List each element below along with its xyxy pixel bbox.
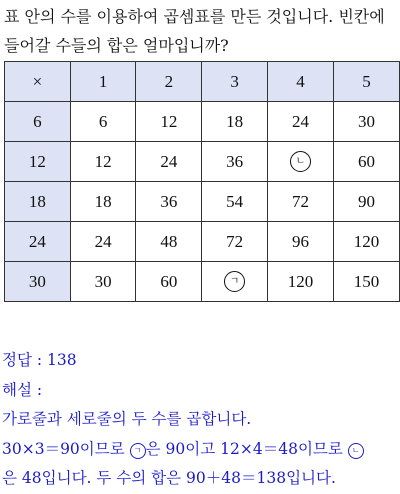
table-cell: 18 <box>70 182 136 222</box>
col-header: 1 <box>70 62 136 102</box>
table-cell: 96 <box>268 222 334 262</box>
table-cell: 24 <box>268 102 334 142</box>
col-header: 2 <box>136 62 202 102</box>
row-header: 18 <box>5 182 71 222</box>
corner-cell: × <box>5 62 71 102</box>
table-cell: 120 <box>334 222 400 262</box>
col-header: 3 <box>202 62 268 102</box>
table-cell: 48 <box>136 222 202 262</box>
answer-section <box>2 346 398 494</box>
explanation-line-2-part-2: 은 90이고 12×4＝48이므로 <box>145 439 348 458</box>
table-cell: 60 <box>136 262 202 302</box>
table-cell: 24 <box>70 222 136 262</box>
circled-a-marker: ㄱ <box>224 271 245 292</box>
explanation-line-1: 가로줄과 세로줄의 두 수를 곱합니다. <box>2 410 252 428</box>
explanation-line-3: 은 48입니다. 두 수의 합은 90＋48＝138입니다. <box>2 469 336 487</box>
question-text: 표 안의 수를 이용하여 곱셈표를 만든 것입니다. 빈칸에 들어갈 수들의 합은 얼마입니까? <box>4 7 385 55</box>
table-row <box>5 142 400 182</box>
table-cell: 12 <box>136 102 202 142</box>
table-cell: 18 <box>202 102 268 142</box>
table-header-row <box>5 62 400 102</box>
explanation-line-2 <box>2 435 398 465</box>
row-header: 24 <box>5 222 71 262</box>
table-cell: 72 <box>268 182 334 222</box>
col-header: 5 <box>334 62 400 102</box>
table-cell: 24 <box>136 142 202 182</box>
table-cell: 54 <box>202 182 268 222</box>
table-row <box>5 102 400 142</box>
table-cell: 60 <box>334 142 400 182</box>
table-cell: 36 <box>136 182 202 222</box>
circled-b-symbol: ㄴ <box>348 443 364 459</box>
table-cell: 6 <box>70 102 136 142</box>
row-header: 12 <box>5 142 71 182</box>
table-row <box>5 262 400 302</box>
table-row <box>5 182 400 222</box>
circled-a-symbol: ㄱ <box>130 443 146 459</box>
explanation-line-2-part-1: 30×3＝90이므로 <box>2 439 130 458</box>
table-cell: 30 <box>70 262 136 302</box>
multiplication-table <box>4 61 400 302</box>
col-header: 4 <box>268 62 334 102</box>
table-row <box>5 222 400 262</box>
table-cell: 36 <box>202 142 268 182</box>
circled-b-marker: ㄴ <box>290 151 311 172</box>
table-cell: 150 <box>334 262 400 302</box>
blank-cell-b <box>268 142 334 182</box>
explanation-label: 해설 : <box>2 380 43 399</box>
table-cell: 120 <box>268 262 334 302</box>
table-cell: 30 <box>334 102 400 142</box>
row-header: 30 <box>5 262 71 302</box>
table-cell: 72 <box>202 222 268 262</box>
table-cell: 12 <box>70 142 136 182</box>
table-cell: 90 <box>334 182 400 222</box>
answer-label: 정답 : 138 <box>2 351 77 369</box>
row-header: 6 <box>5 102 71 142</box>
multiplication-table-container <box>4 61 400 302</box>
blank-cell-a <box>202 262 268 302</box>
